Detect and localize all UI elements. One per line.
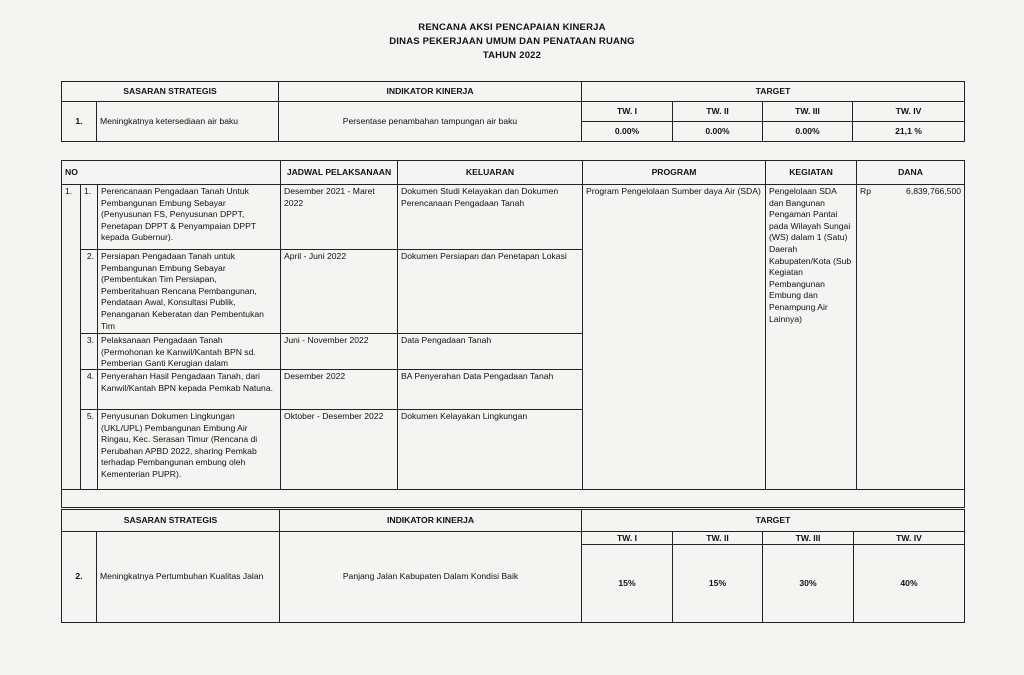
target-table-1 [61,81,965,142]
row-number: 1. [62,102,97,142]
row-number: 1. [62,185,81,250]
uraian-cell [98,334,281,370]
sub-number: 2. [81,250,98,334]
row-number [62,250,81,334]
target-table-2 [61,509,965,623]
tw4-header: TW. IV [854,532,965,545]
header-sasaran: SASARAN STRATEGIS [62,82,279,102]
kegiatan-text: Pengelolaan SDA dan Bangunan Pengaman Pantai pada Wilayah Sungai (WS) dalam 1 (Satu) Daerah Kabupaten/Kota (Sub Kegiatan Pembangunan Embung dan Penampung Air Lainnya) [766,185,857,490]
header-target: TARGET [582,82,965,102]
jadwal-text: Desember 2021 - Maret 2022 [281,185,398,250]
sub-number: 3. [81,334,98,370]
tw3-header: TW. III [763,102,853,122]
sub-number: 4. [81,370,98,410]
jadwal-text: Juni - November 2022 [281,334,398,370]
tw4-target: 40% [854,545,965,623]
tw1-header: TW. I [582,102,673,122]
uraian-text: Perencanaan Pengadaan Tanah Untuk Pembangunan Embung Sebayar (Penyusunan FS, Penyusunan DPPT, Penetapan DPPT & Penyampaian DPPT kepada Gubernur). [98,185,281,250]
row-number [62,370,81,410]
tw1-target: 0.00% [582,122,673,142]
tw4-header: TW. IV [853,102,965,122]
dana-cell [857,185,965,490]
uraian-cell [98,250,281,334]
jadwal-text: Desember 2022 [281,370,398,410]
uraian-text: Pelaksanaan Pengadaan Tanah (Permohonan ke Kanwil/Kantah BPN sd. Pemberian Ganti Kerugian dalam [101,335,256,369]
dana-currency: Rp [860,186,872,196]
tw4-target: 21,1 % [853,122,965,142]
tw2-target: 15% [673,545,763,623]
header-jadwal: JADWAL PELAKSANAAN [281,161,398,185]
tw2-header: TW. II [673,532,763,545]
doc-title-line2: DINAS PEKERJAAN UMUM DAN PENATAAN RUANG [389,36,635,47]
row-number: 2. [62,532,97,623]
header-keluaran: KELUARAN [398,161,583,185]
dana-value [860,186,961,198]
jadwal-text: Oktober - Desember 2022 [281,410,398,490]
program-text: Program Pengelolaan Sumber daya Air (SDA) [583,185,766,490]
tw2-target: 0.00% [673,122,763,142]
header-no: NO [62,161,281,185]
keluaran-text: Dokumen Studi Kelayakan dan Dokumen Perencanaan Pengadaan Tanah [398,185,583,250]
header-sasaran: SASARAN STRATEGIS [62,510,280,532]
row-number [62,334,81,370]
tw3-target: 0.00% [763,122,853,142]
keluaran-text: BA Penyerahan Data Pengadaan Tanah [398,370,583,410]
activity-table [61,160,965,508]
row-number [62,410,81,490]
indikator-text: Persentase penambahan tampungan air baku [279,102,582,142]
dana-amount: 6,839,766,500 [906,186,962,196]
sasaran-text: Meningkatnya Pertumbuhan Kualitas Jalan [97,532,280,623]
tw2-header: TW. II [673,102,763,122]
indikator-text: Panjang Jalan Kabupaten Dalam Kondisi Baik [280,532,582,623]
uraian-text: Penyerahan Hasil Pengadaan Tanah, dari Kanwil/Kantah BPN kepada Pemkab Natuna. [98,370,281,410]
doc-title-line3: TAHUN 2022 [482,50,542,61]
keluaran-text: Dokumen Persiapan dan Penetapan Lokasi [398,250,583,334]
tw1-target: 15% [582,545,673,623]
doc-title-line1: RENCANA AKSI PENCAPAIAN KINERJA [418,22,606,33]
tw1-header: TW. I [582,532,673,545]
tw3-target: 30% [763,545,854,623]
sub-number: 1. [81,185,98,250]
tw3-header: TW. III [763,532,854,545]
sub-number: 5. [81,410,98,490]
sasaran-text: Meningkatnya ketersediaan air baku [97,102,279,142]
header-program: PROGRAM [583,161,766,185]
header-indikator: INDIKATOR KINERJA [279,82,582,102]
keluaran-text: Data Pengadaan Tanah [398,334,583,370]
header-target: TARGET [582,510,965,532]
header-dana: DANA [857,161,965,185]
spacer-row [62,490,965,508]
uraian-text: Persiapan Pengadaan Tanah untuk Pembangunan Embung Sebayar (Pembentukan Tim Persiapan, Pemberitahuan Rencana Pembangunan, Pendataan Awal, Konsultasi Publik, Penanganan Keberatan dan Pembentukan Tim [101,251,264,331]
keluaran-text: Dokumen Kelayakan Lingkungan [398,410,583,490]
uraian-text: Penyusunan Dokumen Lingkungan (UKL/UPL) Pembangunan Embung Air Ringau, Kec. Serasan Timur (Rencana di Perubahan APBD 2022, sharing Pemkab terhadap Pembangunan embung oleh Kementerian PUPR). [98,410,281,490]
jadwal-text: April - Juni 2022 [281,250,398,334]
header-kegiatan: KEGIATAN [766,161,857,185]
header-indikator: INDIKATOR KINERJA [280,510,582,532]
